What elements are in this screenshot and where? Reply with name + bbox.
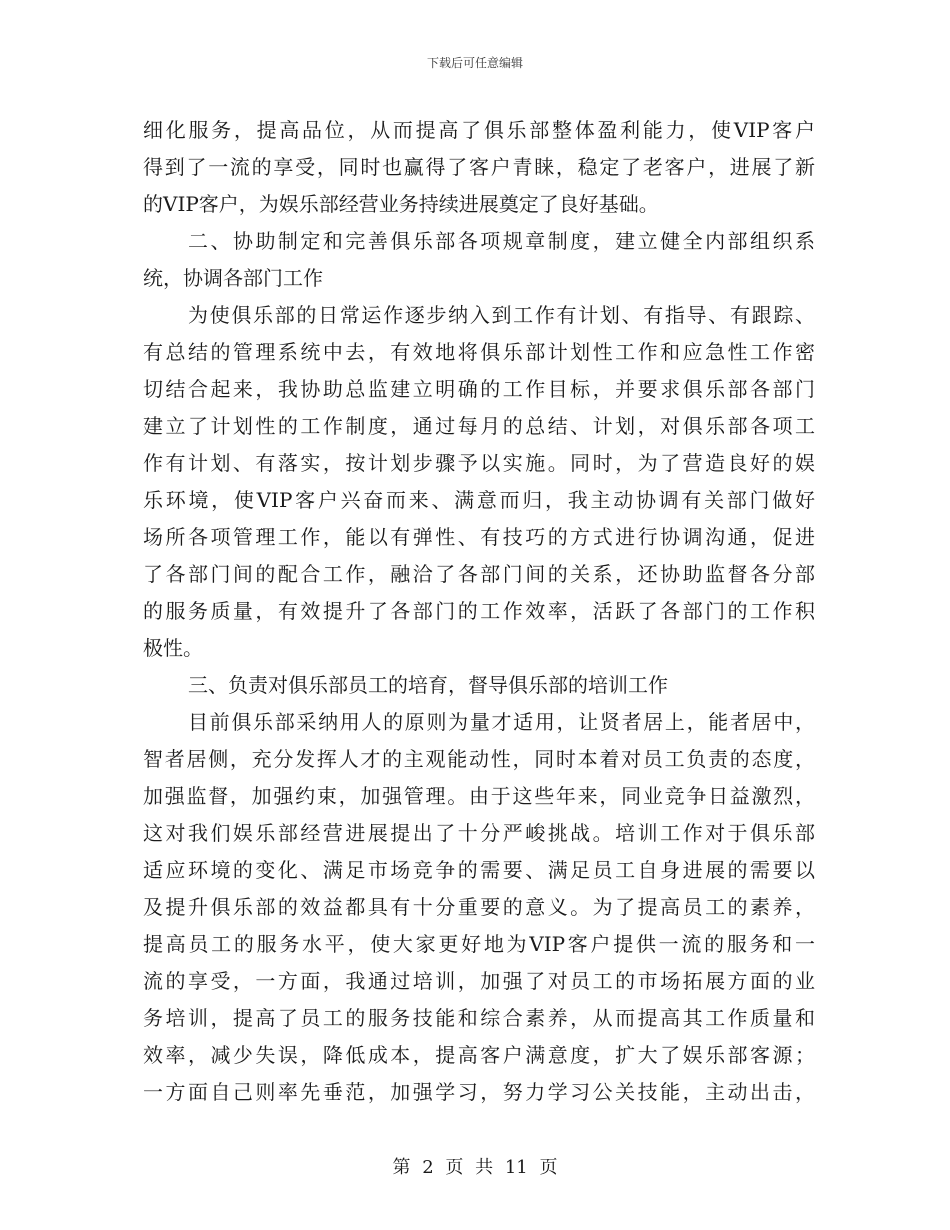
- body-line: 加强监督，加强约束，加强管理。由于这些年来，同业竞争日益激烈，: [143, 784, 815, 808]
- body-line: 这对我们娱乐部经营进展提出了十分严峻挑战。培训工作对于俱乐部: [143, 821, 815, 845]
- body-line: 智者居侧，充分发挥人才的主观能动性，同时本着对员工负责的态度，: [143, 747, 815, 771]
- body-line: 提高员工的服务水平，使大家更好地为VIP客户提供一流的服务和一: [143, 932, 815, 956]
- body-line: 效率，减少失误，降低成本，提高客户满意度，扩大了娱乐部客源；: [143, 1043, 815, 1067]
- body-line: 流的享受，一方面，我通过培训，加强了对员工的市场拓展方面的业: [143, 969, 815, 993]
- body-line: 有总结的管理系统中去，有效地将俱乐部计划性工作和应急性工作密: [143, 340, 815, 364]
- body-line: 乐环境，使VIP客户兴奋而来、满意而归，我主动协调有关部门做好: [143, 488, 815, 512]
- body-line: 为使俱乐部的日常运作逐步纳入到工作有计划、有指导、有跟踪、: [188, 303, 815, 327]
- body-line: 细化服务，提高品位，从而提高了俱乐部整体盈利能力，使VIP客户: [143, 118, 815, 142]
- section-heading-2: 二、协助制定和完善俱乐部各项规章制度，建立健全内部组织系: [188, 229, 815, 253]
- body-line: 得到了一流的享受，同时也赢得了客户青睐，稳定了老客户，进展了新: [143, 155, 815, 179]
- body-line: 一方面自己则率先垂范，加强学习，努力学习公关技能，主动出击，: [143, 1080, 815, 1104]
- body-line: 作有计划、有落实，按计划步骤予以实施。同时，为了营造良好的娱: [143, 451, 815, 475]
- body-line: 务培训，提高了员工的服务技能和综合素养，从而提高其工作质量和: [143, 1006, 815, 1030]
- page-header: 下载后可任意编辑: [426, 56, 523, 70]
- body-line: 目前俱乐部采纳用人的原则为量才适用，让贤者居上，能者居中，: [188, 710, 815, 734]
- body-line: 的VIP客户，为娱乐部经营业务持续进展奠定了良好基础。: [143, 192, 659, 216]
- body-line: 及提升俱乐部的效益都具有十分重要的意义。为了提高员工的素养，: [143, 895, 815, 919]
- body-line: 场所各项管理工作，能以有弹性、有技巧的方式进行协调沟通，促进: [143, 525, 815, 549]
- body-line: 适应环境的变化、满足市场竞争的需要、满足员工自身进展的需要以: [143, 858, 815, 882]
- body-line: 极性。: [143, 636, 203, 660]
- body-line: 切结合起来，我协助总监建立明确的工作目标，并要求俱乐部各部门: [143, 377, 815, 401]
- body-line: 建立了计划性的工作制度，通过每月的总结、计划，对俱乐部各项工: [143, 414, 815, 438]
- document-body: [143, 112, 815, 1111]
- body-line: 的服务质量，有效提升了各部门的工作效率，活跃了各部门的工作积: [143, 599, 815, 623]
- section-heading-2-cont: 统，协调各部门工作: [143, 266, 323, 290]
- page-footer: 第 2 页 共 11 页: [392, 1157, 558, 1178]
- body-line: 了各部门间的配合工作，融洽了各部门间的关系，还协助监督各分部: [143, 562, 815, 586]
- section-heading-3: 三、负责对俱乐部员工的培育，督导俱乐部的培训工作: [188, 673, 668, 697]
